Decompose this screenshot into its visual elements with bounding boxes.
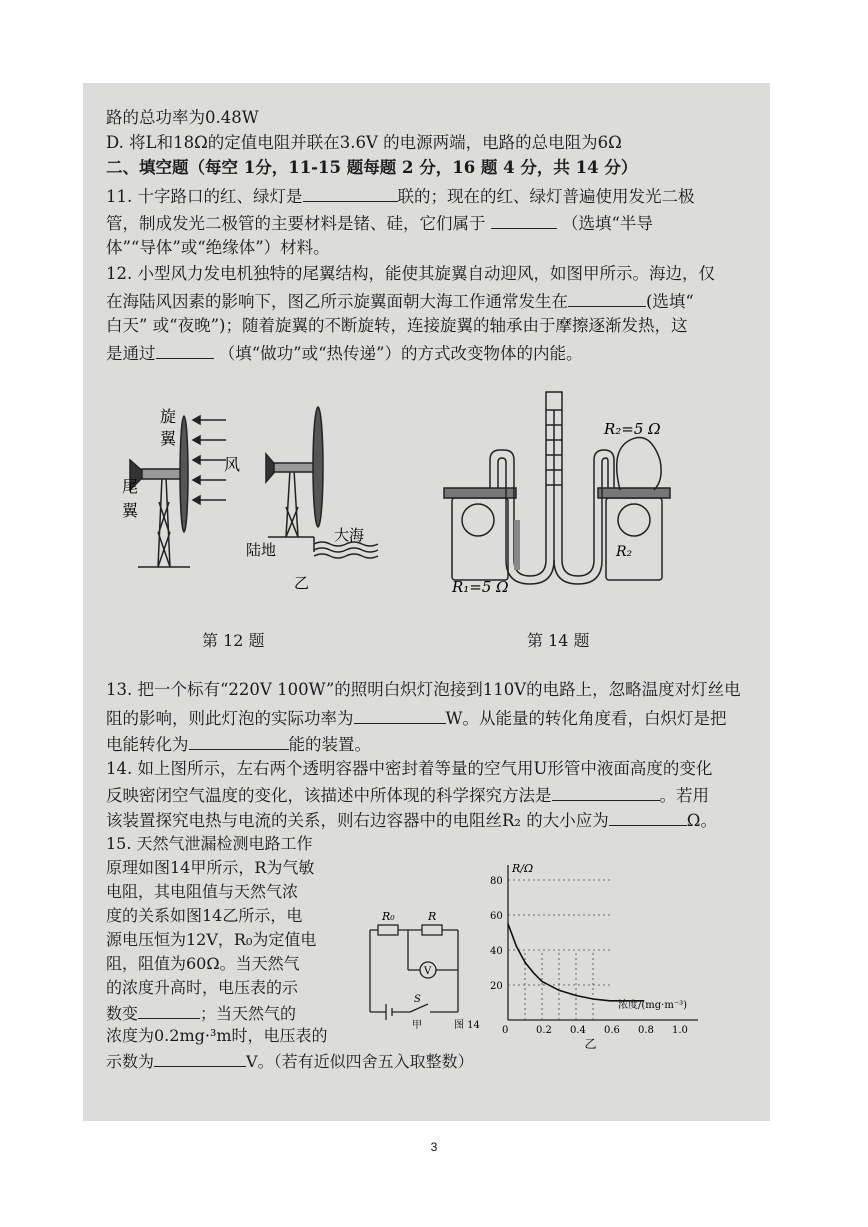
- text-segment: 13. 把一个标有“220V 100W”的照明白炽灯泡接到110V的电路上，忽略温度对灯丝电: [106, 680, 741, 699]
- text-segment: (选填“: [646, 292, 694, 311]
- answer-blank[interactable]: [354, 707, 446, 724]
- text-line-l6: [106, 238, 330, 258]
- text-segment: ；当天然气的: [200, 1004, 297, 1023]
- text-segment: （选填“半导: [556, 214, 653, 233]
- r0-label: R₀: [382, 910, 395, 923]
- text-line-l9: [106, 316, 688, 336]
- r2-top-label: R₂=5 Ω: [604, 420, 661, 438]
- text-line-q9: [106, 1026, 328, 1046]
- text-segment: Ω。: [686, 811, 717, 830]
- text-line-l15: [106, 784, 709, 806]
- text-segment: 联的；现在的红、绿灯普遍使用发光二极: [397, 187, 695, 206]
- answer-blank[interactable]: [491, 212, 557, 229]
- jia-label: 甲: [412, 1020, 422, 1031]
- x-tick-label: 1.0: [672, 1025, 688, 1036]
- text-segment: 的浓度升高时，电压表的示: [106, 978, 299, 997]
- text-segment: 能的装置。: [288, 735, 371, 754]
- text-segment: 该装置探究电热与电流的关系，则右边容器中的电阻丝R₂ 的大小应为: [106, 811, 609, 830]
- wind-label: 风: [224, 455, 241, 474]
- text-line-l2: [106, 133, 622, 153]
- figure-12: [118, 392, 398, 602]
- caption-q12: 第 12 题: [202, 631, 265, 650]
- text-segment: 源电压恒为12V，R₀为定值电: [106, 930, 317, 949]
- r2-label: R₂: [616, 544, 633, 560]
- text-segment: 是通过: [106, 344, 156, 363]
- figure-14: [438, 380, 678, 600]
- text-line-q1: [106, 834, 313, 854]
- x-tick-label: 0.2: [536, 1025, 552, 1036]
- text-line-q5: [106, 930, 316, 950]
- caption-q14: 第 14 题: [527, 631, 590, 650]
- circuit-diagram: [362, 900, 480, 1031]
- text-segment: 示数为: [106, 1052, 155, 1071]
- text-segment: 路的总功率为0.48W: [106, 108, 259, 127]
- answer-blank[interactable]: [568, 290, 646, 307]
- text-segment: W。从能量的转化角度看，白炽灯是把: [445, 709, 727, 728]
- text-segment: 电能转化为: [106, 735, 189, 754]
- text-segment: 15. 天然气泄漏检测电路工作: [106, 834, 313, 853]
- land-label: 陆地: [246, 541, 277, 559]
- text-line-l13: [106, 733, 371, 755]
- text-segment: 浓度为0.2mg·³m时，电压表的: [106, 1026, 328, 1045]
- text-segment: 白天” 或“夜晚”)；随着旋翼的不断旋转，连接旋翼的轴承由于摩擦逐渐发热，这: [106, 316, 688, 335]
- text-segment: 度的关系如图14乙所示，电: [106, 906, 303, 925]
- tail-label: 尾: [122, 477, 139, 496]
- text-line-q10: [106, 1050, 474, 1072]
- text-line-l7: [106, 264, 715, 284]
- text-line-q2: [106, 858, 314, 878]
- rotor-label: 旋: [160, 407, 177, 426]
- x-tick-label: 0.8: [638, 1025, 654, 1036]
- left-container: [452, 498, 508, 580]
- y-tick-label: 40: [490, 946, 503, 957]
- x-tick-label: 0: [502, 1025, 509, 1036]
- text-segment: 阻的影响，则此灯泡的实际功率为: [106, 709, 354, 728]
- text-segment: 管，制成发光二极管的主要材料是锗、硅，它们属于: [106, 214, 491, 233]
- y-tick-label: 20: [490, 981, 503, 992]
- answer-blank[interactable]: [552, 784, 660, 801]
- text-line-l5: [106, 212, 653, 234]
- text-line-l1: [106, 108, 259, 128]
- text-line-l8: [106, 290, 694, 312]
- answer-blank[interactable]: [154, 1050, 246, 1067]
- resistance-concentration-chart: [478, 855, 738, 1055]
- fig-no-label: 图 14: [454, 1020, 480, 1031]
- switch-label: S: [414, 994, 421, 1005]
- y-tick-label: 80: [490, 876, 503, 887]
- text-line-l4: [106, 185, 695, 207]
- text-segment: 原理如图14甲所示，R为气敏: [106, 858, 315, 877]
- svg-text:翼: 翼: [160, 429, 177, 448]
- yi-label: 乙: [584, 1037, 597, 1051]
- text-segment: （填“做功”或“热传递”）的方式改变物体的内能。: [213, 344, 583, 363]
- text-line-l12: [106, 707, 726, 729]
- answer-blank[interactable]: [609, 809, 687, 826]
- text-segment: 11. 十字路口的红、绿灯是: [106, 187, 303, 206]
- text-segment: 在海陆风因素的影响下，图乙所示旋翼面朝大海工作通常发生在: [106, 292, 568, 311]
- x-tick-label: 0.6: [604, 1025, 620, 1036]
- right-container: [606, 498, 662, 580]
- text-segment: D. 将L和18Ω的定值电阻并联在3.6V 的电源两端，电路的总电阻为6Ω: [106, 133, 622, 152]
- text-line-l14: [106, 759, 712, 779]
- yi-label: 乙: [294, 574, 310, 592]
- answer-blank[interactable]: [156, 342, 214, 359]
- text-line-l11: [106, 680, 741, 700]
- text-line-q8: [106, 1002, 296, 1024]
- x-axis-label: 浓度/(mg·m⁻³): [618, 1000, 688, 1011]
- text-line-l16: [106, 809, 717, 831]
- svg-text:翼: 翼: [122, 501, 139, 520]
- y-axis-label: R/Ω: [512, 862, 534, 875]
- text-segment: 12. 小型风力发电机独特的尾翼结构，能使其旋翼自动迎风，如图甲所示。海边，仅: [106, 264, 715, 283]
- text-segment: 二、填空题（每空 1分，11-15 题每题 2 分，16 题 4 分，共 14 分）: [106, 158, 638, 177]
- text-segment: 体”“导体”或“绝缘体”）材料。: [106, 238, 330, 257]
- text-segment: 反映密闭空气温度的变化，该描述中所体现的科学探究方法是: [106, 786, 552, 805]
- r1-label: R₁=5 Ω: [452, 578, 509, 596]
- answer-blank[interactable]: [189, 733, 289, 750]
- text-segment: 14. 如上图所示，左右两个透明容器中密封着等量的空气用U形管中液面高度的变化: [106, 759, 713, 778]
- answer-blank[interactable]: [303, 185, 398, 202]
- text-segment: 阻，阻值为60Ω。当天然气: [106, 954, 300, 973]
- text-segment: 。若用: [659, 786, 709, 805]
- text-segment: 数变: [106, 1004, 139, 1023]
- text-segment: V。（若有近似四舍五入取整数）: [246, 1052, 474, 1071]
- sea-label: 大海: [334, 526, 365, 544]
- text-line-q7: [106, 978, 298, 998]
- page-number: 3: [430, 1140, 438, 1154]
- text-line-l10: [106, 342, 583, 364]
- text-line-q6: [106, 954, 300, 974]
- voltmeter-label: V: [424, 966, 432, 977]
- text-line-q3: [106, 882, 298, 902]
- x-tick-label: 0.4: [570, 1025, 586, 1036]
- wind-arrows: [193, 416, 226, 504]
- r-label: R: [428, 910, 437, 923]
- answer-blank[interactable]: [138, 1002, 200, 1019]
- text-line-l3: [106, 158, 637, 178]
- y-tick-label: 60: [490, 911, 503, 922]
- text-segment: 电阻，其电阻值与天然气浓: [106, 882, 299, 901]
- text-line-q4: [106, 906, 302, 926]
